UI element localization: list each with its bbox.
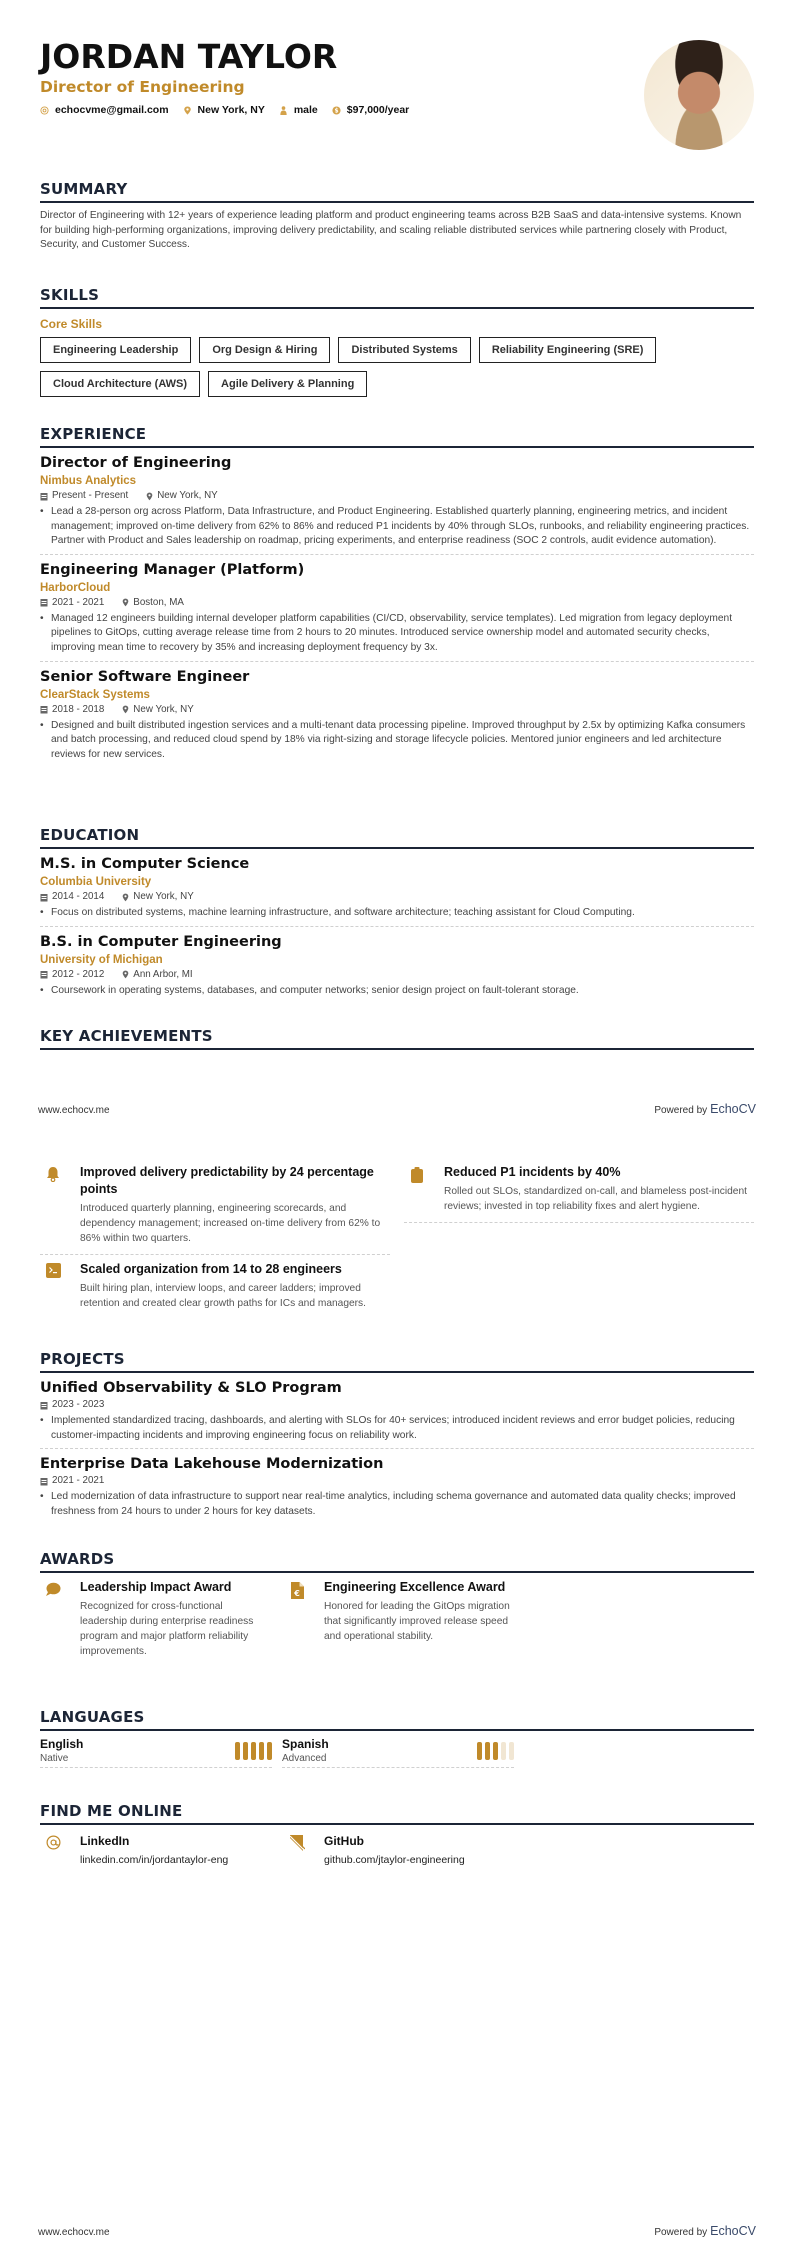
entry-bullet: • Implemented standardized tracing, dashboards, and alerting with SLOs for 40+ services; introduced incident reviews and error budget policies, reducing customer-impacting incidents and improving engineering focus on reliability work. [40,1414,754,1443]
company-name: Nimbus Analytics [40,475,137,487]
entry-location: Boston, MA [133,596,184,608]
entry-bullet: • Designed and built distributed ingestion services and a multi-tenant data processing pipeline. Improved throughput by 2.5x by optimizing Kafka consumers and batch processing, and reduced cloud spend by 18% via right-sizing and storage lifecycle policies. Mentored junior engineers and led architecture reviews for new services. [40,719,754,763]
project-title: Enterprise Data Lakehouse Modernization [40,1456,384,1473]
online-section [40,1802,754,1866]
degree: B.S. in Computer Engineering [40,933,282,950]
speech-bubble-icon [45,1582,61,1597]
proficiency-bars [235,1742,272,1760]
bullet-text: Designed and built distributed ingestion services and a multi-tenant data processing pipeline. Improved throughput by 2.5x by optimizing Kafka consumers and batch processing, and reduced cloud spend by 18% via right-sizing and storage lifecycle policies. Mentored junior engineers and led architecture reviews for new services. [51,719,746,760]
experience-entry [40,662,754,768]
online-grid [40,1833,754,1866]
calendar-icon [40,970,48,979]
award-desc: Honored for leading the GitOps migration that significantly improved release speed and operational stability. [324,1601,510,1642]
online-title: LinkedIn [80,1834,130,1848]
entry-dates: 2021 - 2021 [52,1475,105,1487]
entry-bullet: • Managed 12 engineers building internal developer platform capabilities (CI/CD, observability, service templates). Led migration from legacy deployment pipelines to GitOps, cutting average release time from 2 hours to 20 minutes. Introduced service ownership model and automated security checks, improving mean time to recovery by 35% and increasing deployment frequency by 3x. [40,612,754,656]
contact-gender [279,104,318,116]
experience-entry [40,555,754,662]
section-heading: PROJECTS [40,1350,754,1373]
education-entry [40,849,754,927]
job-title: Director of Engineering [40,455,232,471]
section-heading: KEY ACHIEVEMENTS [40,1027,754,1050]
location-pin-icon [122,970,129,979]
language-name: English [40,1737,84,1751]
skill-tag: Engineering Leadership [40,337,191,363]
language-level: Native [40,1753,69,1764]
contact-location-text: New York, NY [197,104,265,116]
footer-site-link[interactable]: www.echocv.me [38,2227,110,2238]
skill-tag: Reliability Engineering (SRE) [479,337,657,363]
language-level: Advanced [282,1753,327,1764]
proficiency-bar-filled [251,1742,256,1760]
location-pin-icon [183,106,192,115]
achievements-section [40,1158,754,1319]
online-item-linkedin[interactable] [40,1833,270,1866]
candidate-title: Director of Engineering [40,78,245,96]
languages-grid [40,1737,754,1768]
svg-text:$: $ [334,108,339,115]
calendar-icon [40,705,48,714]
entry-location: New York, NY [157,490,218,501]
bullet-text: Led modernization of data infrastructure to support near real-time analytics, including schema governance and automated data quality checks; improved freshness from 24 hours to under 2 hours for key datasets. [51,1491,736,1517]
entry-location: New York, NY [133,703,194,715]
calendar-icon [40,1477,48,1486]
achievements-heading-block [40,1027,754,1050]
contact-email[interactable] [40,104,169,116]
education-entry [40,927,754,1004]
project-entry [40,1373,754,1449]
skill-tag: Distributed Systems [338,337,470,363]
entry-meta [40,1398,754,1412]
project-entry [40,1449,754,1524]
proficiency-bar-empty [501,1742,506,1760]
entry-dates: 2023 - 2023 [52,1399,105,1410]
bell-icon [46,1166,60,1182]
awards-section [40,1550,754,1659]
entry-location: Ann Arbor, MI [133,968,193,980]
achievement-item [40,1158,390,1255]
languages-section [40,1708,754,1768]
project-title: Unified Observability & SLO Program [40,1380,342,1396]
school-name: University of Michigan [40,953,163,966]
company-name: ClearStack Systems [40,688,150,701]
entry-dates: 2021 - 2021 [52,596,105,608]
entry-meta [40,890,754,904]
achievement-title: Scaled organization from 14 to 28 engineers [80,1262,342,1276]
bullet-text: Coursework in operating systems, databases, and computer networks; senior design project on fault-tolerant storage. [51,984,579,996]
skill-tags [40,337,754,397]
school-name: Columbia University [40,876,152,888]
entry-bullet: • Focus on distributed systems, machine learning infrastructure, and software architecture; teaching assistant for Cloud Computing. [40,906,754,921]
entry-meta [40,596,754,610]
location-pin-icon [122,598,129,607]
proficiency-bar-empty [509,1742,514,1760]
job-title: Senior Software Engineer [40,668,250,685]
terminal-icon [46,1263,61,1278]
skill-tag: Org Design & Hiring [199,337,330,363]
summary-text: Director of Engineering with 12+ years of experience leading platform and product engineering teams across B2B SaaS and data-intensive systems. Known for building high-performing organizations, improving delivery predictability, and scaling reliable distributed services while partnering closely with Product, Security, and Customer Success. [40,210,742,251]
achievement-desc: Introduced quarterly planning, engineering scorecards, and dependency management; increased on-time delivery from 62% to 86% within two quarters. [80,1203,381,1244]
avatar [644,40,754,150]
language-name: Spanish [282,1737,329,1751]
section-heading: AWARDS [40,1550,754,1573]
at-icon [46,1835,61,1850]
skill-tag: Cloud Architecture (AWS) [40,371,200,397]
entry-dates: 2012 - 2012 [52,968,105,980]
calendar-icon [40,893,48,902]
clipboard-icon [410,1166,424,1184]
achievement-title: Reduced P1 incidents by 40% [444,1165,621,1179]
entry-bullet: • Led modernization of data infrastructure to support near real-time analytics, including schema governance and automated data quality checks; improved freshness from 24 hours to under 2 hours for key datasets. [40,1490,754,1519]
location-pin-icon [122,893,129,902]
bullet-text: Lead a 28-person org across Platform, Data Infrastructure, and Product Engineering. Established quarterly planning, engineering metrics, and incident management; improved on-time delivery from 62% to 86% and reduced P1 incidents by 40% through SLOs, runbooks, and reliability engineering practices. Partner with Product and Sales leadership on roadmap, pricing experiments, and enterprise readiness (SOC 2 controls, audit evidence automation). [51,506,750,547]
powered-by-label: Powered by [654,1105,708,1116]
footer-brand[interactable]: EchoCV [710,2224,756,2238]
calendar-icon [40,492,48,501]
section-heading: FIND ME ONLINE [40,1802,754,1825]
person-icon [279,106,288,115]
proficiency-bar-filled [477,1742,482,1760]
entry-meta [40,968,754,982]
proficiency-bar-filled [485,1742,490,1760]
awards-grid [40,1579,754,1659]
at-icon [40,106,49,115]
contact-salary [332,104,409,116]
language-item [40,1737,272,1768]
award-title: Leadership Impact Award [80,1580,232,1594]
section-heading: EXPERIENCE [40,425,754,448]
entry-meta [40,703,754,717]
footer-site-link[interactable]: www.echocv.me [38,1105,110,1116]
education-section [40,826,754,1003]
job-title: Engineering Manager (Platform) [40,561,305,578]
euro-document-icon [291,1582,304,1599]
proficiency-bar-filled [243,1742,248,1760]
skills-section [40,286,754,397]
github-slash-icon [290,1835,305,1851]
page-footer [38,1102,756,1116]
footer-powered [654,2224,756,2238]
achievement-item [404,1158,754,1223]
entry-bullet: • Lead a 28-person org across Platform, Data Infrastructure, and Product Engineering. Established quarterly planning, engineering metrics, and incident management; improved on-time delivery from 62% to 86% and reduced P1 incidents by 40% through SLOs, runbooks, and reliability engineering practices. Partner with Product and Sales leadership on roadmap, pricing experiments, and enterprise readiness (SOC 2 controls, audit evidence automation). [40,505,754,549]
award-desc: Recognized for cross-functional leadership during enterprise readiness program and major platform reliability improvements. [80,1601,254,1657]
projects-section [40,1350,754,1524]
section-heading: EDUCATION [40,826,754,849]
entry-location: New York, NY [133,891,194,902]
candidate-name: JORDAN TAYLOR [40,37,338,76]
degree: M.S. in Computer Science [40,856,250,872]
contact-salary-text: $97,000/year [346,104,410,116]
contact-location [183,104,265,116]
online-item-github[interactable] [284,1833,514,1866]
proficiency-bar-filled [259,1742,264,1760]
entry-dates: 2014 - 2014 [52,891,105,902]
location-pin-icon [122,705,129,714]
award-item [40,1579,270,1659]
powered-by-label: Powered by [654,2227,708,2238]
summary-section [40,180,754,253]
entry-meta [40,1474,754,1488]
entry-meta [40,489,754,503]
calendar-icon [40,1401,48,1410]
language-item [282,1737,514,1768]
page-footer [38,2224,756,2238]
entry-bullet: • Coursework in operating systems, databases, and computer networks; senior design project on fault-tolerant storage. [40,984,754,999]
achievement-title: Improved delivery predictability by 24 percentage points [80,1165,374,1196]
location-pin-icon [146,492,153,501]
achievement-desc: Rolled out SLOs, standardized on-call, and blameless post-incident reviews; invested in top reliability fixes and alert hygiene. [444,1186,747,1212]
svg-text:€: € [293,1589,300,1598]
bullet-text: Implemented standardized tracing, dashboards, and alerting with SLOs for 40+ services; introduced incident reviews and error budget policies, reducing customer-impacting incidents and improving engineering focus on reliability work. [51,1415,735,1441]
entry-dates: 2018 - 2018 [52,703,105,715]
footer-brand[interactable]: EchoCV [710,1102,756,1116]
skill-tag: Agile Delivery & Planning [208,371,367,397]
bullet-text: Managed 12 engineers building internal developer platform capabilities (CI/CD, observability, service templates). Led migration from legacy deployment pipelines to GitOps, cutting average release time from 2 hours to 20 minutes. Introduced service ownership model and automated security checks, improving mean time to recovery by 35% and increasing deployment frequency by 3x. [51,612,733,653]
skills-group-label: Core Skills [40,317,103,331]
company-name: HarborCloud [40,581,111,594]
achievement-item [40,1255,390,1319]
proficiency-bars [477,1742,514,1760]
achievement-desc: Built hiring plan, interview loops, and career ladders; improved retention and created clear growth paths for ICs and managers. [80,1283,366,1309]
proficiency-bar-filled [493,1742,498,1760]
section-heading: LANGUAGES [40,1708,754,1731]
footer-powered [654,1102,756,1116]
contact-gender-text: male [293,104,318,116]
section-heading: SKILLS [40,286,754,309]
proficiency-bar-filled [235,1742,240,1760]
experience-section [40,425,754,767]
contact-email-text: echocvme@gmail.com [55,104,169,116]
calendar-icon [40,598,48,607]
dollar-coin-icon [332,106,341,115]
online-title: GitHub [324,1834,364,1848]
achievements-grid [40,1158,754,1319]
award-item [284,1579,514,1659]
online-url-link[interactable]: linkedin.com/in/jordantaylor-eng [80,1854,229,1866]
experience-entry [40,448,754,555]
bullet-text: Focus on distributed systems, machine learning infrastructure, and software architecture; teaching assistant for Cloud Computing. [51,907,635,918]
entry-dates: Present - Present [52,490,129,501]
proficiency-bar-filled [267,1742,272,1760]
resume-header [40,38,754,158]
online-url-link[interactable]: github.com/jtaylor-engineering [324,1854,465,1866]
section-heading: SUMMARY [40,180,754,203]
award-title: Engineering Excellence Award [324,1580,506,1594]
